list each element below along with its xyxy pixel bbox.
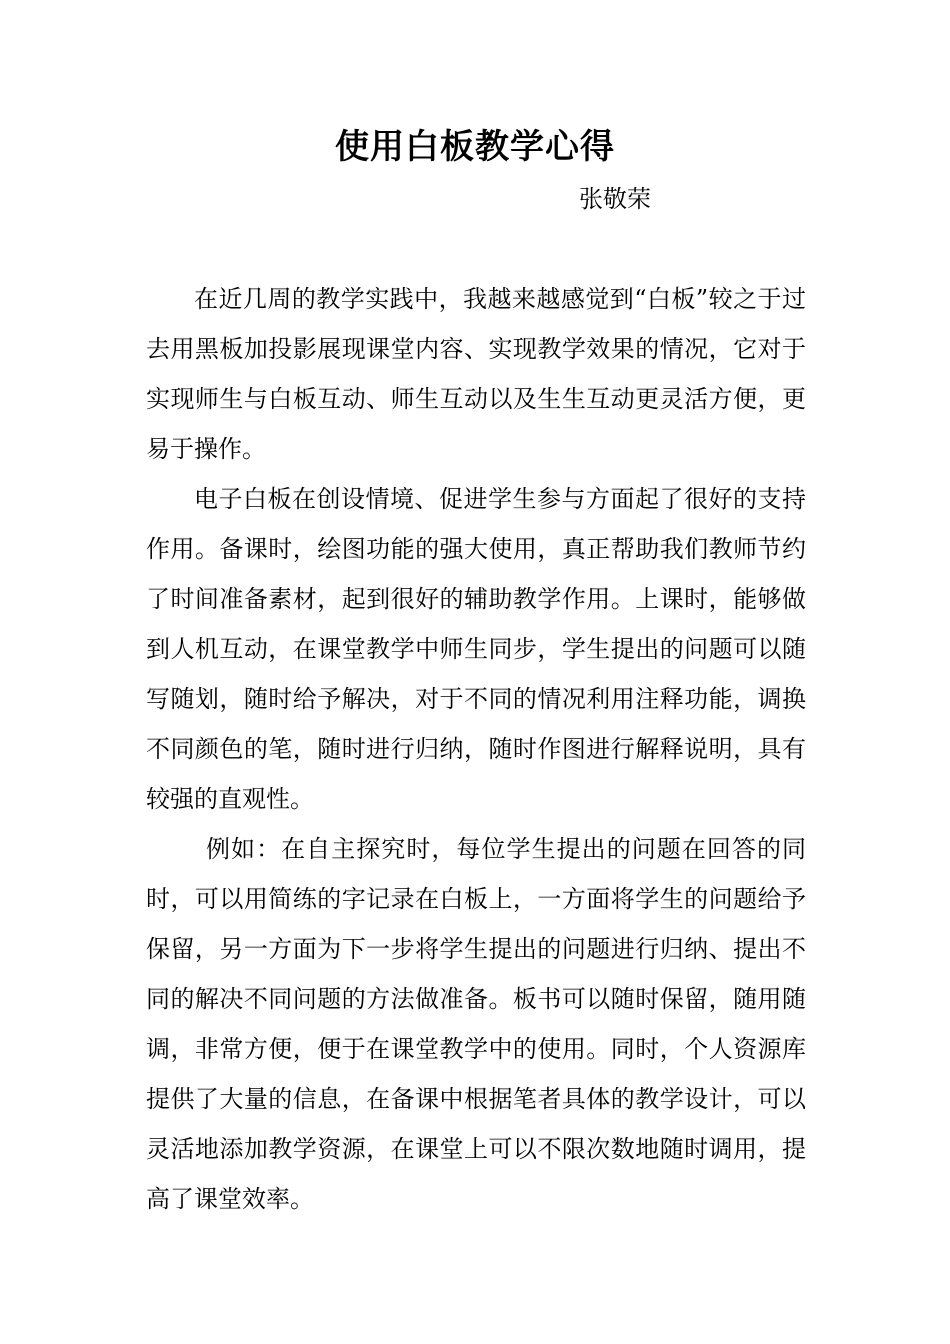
paragraph-2: 电子白板在创设情境、促进学生参与方面起了很好的支持作用。备课时，绘图功能的强大使用，真正帮助我们教师节约了时间准备素材，起到很好的辅助教学作用。上课时，能够做到人机互动，在课堂教学中师生同步，学生提出的问题可以随写随划，随时给予解决，对于不同的情况利用注释功能，调换不同颜色的笔，随时进行归纳，随时作图进行解释说明，具有较强的直观性。 [146, 485, 806, 813]
document-author: 张敬荣 [579, 185, 651, 213]
paragraph-3: 例如：在自主探究时，每位学生提出的问题在回答的同时，可以用简练的字记录在白板上，一方面将学生的问题给予保留，另一方面为下一步将学生提出的问题进行归纳、提出不同的解决不同问题的方法做准备。板书可以随时保留，随用随调，非常方便，便于在课堂教学中的使用。同时，个人资源库提供了大量的信息，在备课中根据笔者具体的教学设计，可以灵活地添加教学资源，在课堂上可以不限次数地随时调用，提高了课堂效率。 [146, 835, 806, 1213]
document-title: 使用白板教学心得 [335, 127, 615, 167]
paragraph-1: 在近几周的教学实践中，我越来越感觉到“白板”较之于过去用黑板加投影展现课堂内容、实现教学效果的情况，它对于实现师生与白板互动、师生互动以及生生互动更灵活方便，更易于操作。 [146, 285, 806, 463]
document-body [146, 274, 806, 1224]
